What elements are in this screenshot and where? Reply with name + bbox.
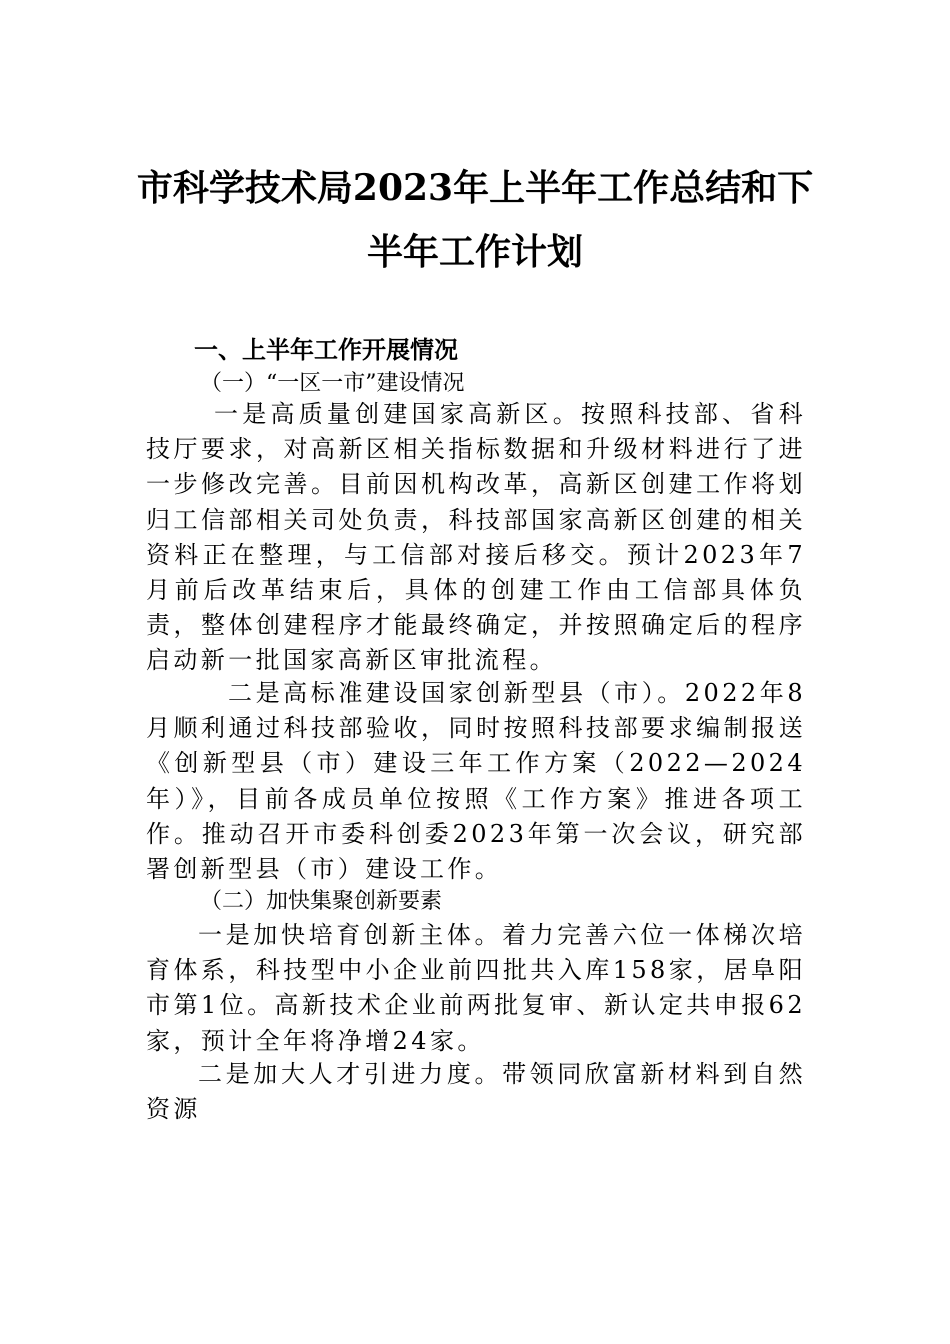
section-heading-1: 一、上半年工作开展情况 xyxy=(194,336,458,364)
paragraph-talent-introduction: 二是加大人才引进力度。带领同欣富新材料到自然资源 xyxy=(146,1060,806,1124)
paragraph-high-tech-zone: 一是高质量创建国家高新区。按照科技部、省科技厅要求，对高新区相关指标数据和升级材料进行了进一步修改完善。目前因机构改革，高新区创建工作将划归工信部相关司处负责，科技部国家高新区创建的相关资料正在整理，与工信部对接后移交。预计2023年7月前后改革结束后，具体的创建工作由工信部具体负责，整体创建程序才能最终确定，并按照确定后的程序启动新一批国家高新区审批流程。 xyxy=(146,400,806,675)
paragraph-innovative-county: 二是高标准建设国家创新型县（市）。2022年8月顺利通过科技部验收，同时按照科技部要求编制报送《创新型县（市）建设三年工作方案（2022—2024年）》，目前各成员单位按照《工作方案》推进各项工作。推动召开市委科创委2023年第一次会议，研究部署创新型县（市）建设工作。 xyxy=(146,679,806,884)
subsection-heading-1: （一）“一区一市”建设情况 xyxy=(200,371,465,396)
document-title-line-2: 半年工作计划 xyxy=(366,231,583,273)
paragraph-innovation-entities: 一是加快培育创新主体。着力完善六位一体梯次培育体系，科技型中小企业前四批共入库158家，居阜阳市第1位。高新技术企业前两批复审、新认定共申报62家，预计全年将净增24家。 xyxy=(146,921,806,1055)
subsection-heading-2: （二）加快集聚创新要素 xyxy=(200,889,443,914)
document-title-line-1: 市科学技术局2023年上半年工作总结和下 xyxy=(136,167,814,209)
